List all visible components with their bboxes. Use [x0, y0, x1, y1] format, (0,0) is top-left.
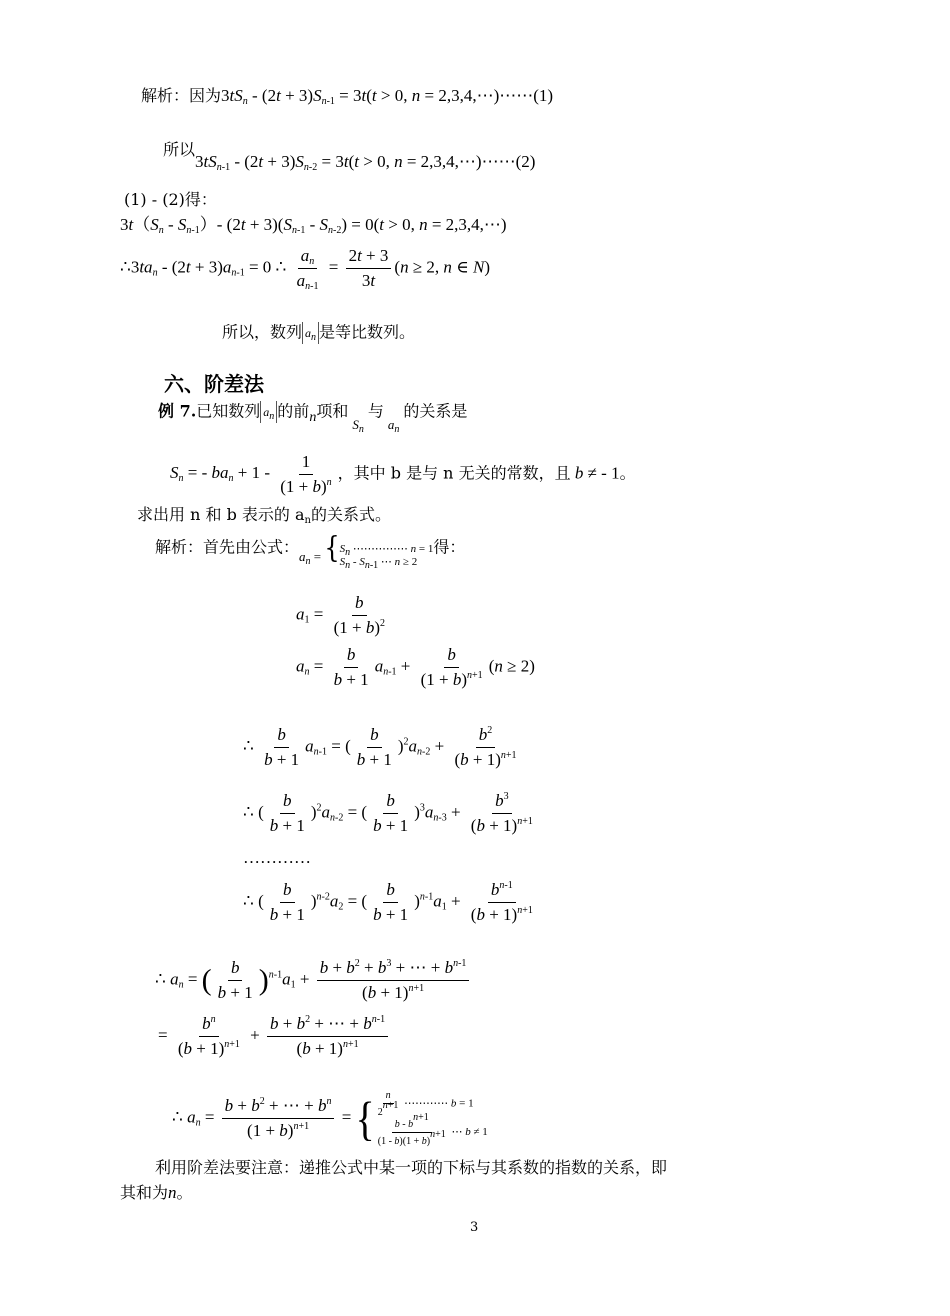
- analysis-line-1: [141, 86, 553, 106]
- analysis-label: 解析：因为: [141, 86, 222, 105]
- equation-1: $3tS_n - (2t + 3)S_{n-1} = 3t(t > 0$, n = 2,3,4,⋯)⋯⋯(1): [221, 86, 554, 107]
- step-3: ∴ ( $\frac{b}{b + 1}$ )$^{n-2}a_2$ = ( $\frac{b}{b + 1}$ )$^{n-1}a_1$ + $\frac{b^{n-1}}{(b + 1)^{n+1}}$: [243, 880, 533, 924]
- solution-intro-line: [155, 531, 466, 571]
- note-line-2-end: 。: [176, 1183, 193, 1202]
- note-line-2-text: 其和为: [120, 1183, 169, 1202]
- fraction-ratio-value: $\frac{2t + 3}{3t}$: [346, 246, 392, 291]
- piecewise-an: an =: [299, 548, 325, 567]
- sum-line-2: = $\frac{b^n}{(b + 1)^{n+1}}$ + $\frac{b + b^2 + \cdots + b^{n-1}}{(b + 1)^{n+1}}$: [158, 1014, 391, 1059]
- question-text: 求出用 n 和 b 表示的 a: [137, 505, 305, 524]
- example-n: n: [309, 409, 317, 425]
- analysis-line-2: [163, 140, 536, 173]
- equation-4: $\therefore 3ta_n - (2t + 3)a_{n-1} = 0$ ∴ $\frac{a_n}{a_{n-1}}$ = $\frac{2t + 3}{3t}$ (n ≥ 2, n ∈ N): [120, 246, 491, 292]
- question-sub: n: [304, 515, 311, 526]
- question-end: 的关系式。: [310, 505, 391, 524]
- example-text-4: 与: [367, 401, 384, 421]
- example-text-3: 项和: [316, 401, 349, 421]
- example-sn: Sn: [352, 416, 364, 435]
- note-n: n: [168, 1183, 177, 1202]
- fraction-ratio: $\frac{a_n}{a_{n-1}}$: [296, 246, 319, 292]
- question-line: [137, 505, 391, 525]
- condition-end: 。: [619, 463, 636, 483]
- sum-line-1: ∴ $a_n$ = ( $\frac{b}{b + 1}$ )$^{n-1}a_1$ + $\frac{b + b^2 + b^3 + \cdots + b^{n-1}}{(b + 1)^{n+1}}$: [155, 958, 472, 1003]
- solution-get: 得：: [433, 537, 466, 557]
- step-2: ∴ ( $\frac{b}{b + 1}$ )$^2a_{n-2}$ = ( $\frac{b}{b + 1}$ )$^3a_{n-3}$ + $\frac{b^3}{(b + 1)^{n+1}}$: [243, 791, 533, 835]
- solution-intro: 解析：首先由公式：: [155, 537, 300, 557]
- condition-text: ，其中 b 是与 n 无关的常数，且: [337, 463, 571, 483]
- page-number: 3: [470, 1220, 479, 1235]
- example-text-5: 的关系是: [403, 401, 468, 421]
- step-1: ∴ $\frac{b}{b + 1}$ $a_{n-1}$ = ( $\frac{b}{b + 1}$ )$^2a_{n-2}$ + $\frac{b^2}{(b + 1)^{n+1}}$: [243, 725, 517, 769]
- equation-2: $3tS_{n-1} - (2t + 3)S_{n-2} = 3t(t > 0$, n = 2,3,4,⋯)⋯⋯(2): [195, 152, 536, 173]
- sn-formula: $S_n$ = - $ba_n + 1$ - $\frac{1}{(1 + b)^n}$: [170, 452, 332, 496]
- equation-3: $3t(S_n - S_{n-1})-$ $(2t + 3)(S_{n-1} - S_{n-2}) = 0(t > 0$, n = 2,3,4,⋯): [120, 215, 507, 236]
- b-neq: b ≠ - 1: [574, 463, 620, 483]
- an-recurrence: $a_n$ = $\frac{b}{b + 1}$ $a_{n-1}$ + $\frac{b}{(1 + b)^{n+1}}$ (n ≥ 2): [296, 645, 535, 689]
- a1-formula: $a_1$ = $\frac{b}{(1 + b)^2}$: [296, 593, 386, 637]
- example-an: an: [387, 416, 400, 435]
- example-label: 例 7.: [158, 401, 197, 421]
- final-brace: {: [355, 1090, 375, 1145]
- piecewise-cases: $S_n$ ⋯⋯⋯⋯⋯ n = 1 $S_n - S_{n-1}$ ⋯ n ≥ 2: [339, 543, 434, 571]
- sequence-an: $a_n$: [302, 322, 319, 344]
- conclusion-line: [222, 322, 415, 344]
- note-line-1: 利用阶差法要注意：递推公式中某一项的下标与其系数的指数的关系，即: [155, 1158, 668, 1177]
- subtract-line: (1) - (2)得：: [124, 190, 217, 209]
- section-heading: 六、阶差法: [164, 372, 264, 396]
- conclusion-suffix: 是等比数列。: [319, 322, 416, 342]
- sn-formula-line: [170, 452, 636, 497]
- note-line-2: [120, 1183, 193, 1203]
- example-line: [158, 401, 468, 435]
- left-brace: {: [324, 531, 340, 565]
- example-text-1: 已知数列: [196, 401, 261, 421]
- final-cases: $\frac{n}{2^{n+1}}$ ⋯⋯⋯⋯ b = 1 $\frac{b - b^{n+1}}{(1 - b)(1 + b)^{n+1}}$ ⋯ b ≠ 1: [377, 1090, 488, 1147]
- example-text-2: 的前: [277, 401, 310, 421]
- conclusion-prefix: 所以，数列: [222, 322, 303, 342]
- so-label: 所以: [163, 140, 196, 159]
- final-result: ∴ $a_n$ = $\frac{b + b^2 + \cdots + b^n}{(1 + b)^{n+1}}$ = { $\frac{n}{2^{n+1}}$ ⋯⋯⋯⋯ b = 1 $\frac{b - b^{n+1}}{(1 - b)(1 + b)^{n+1}}$ ⋯ b ≠ 1: [172, 1090, 488, 1147]
- dots-line: …………: [243, 848, 311, 867]
- example-sequence: $a_n$: [260, 401, 277, 423]
